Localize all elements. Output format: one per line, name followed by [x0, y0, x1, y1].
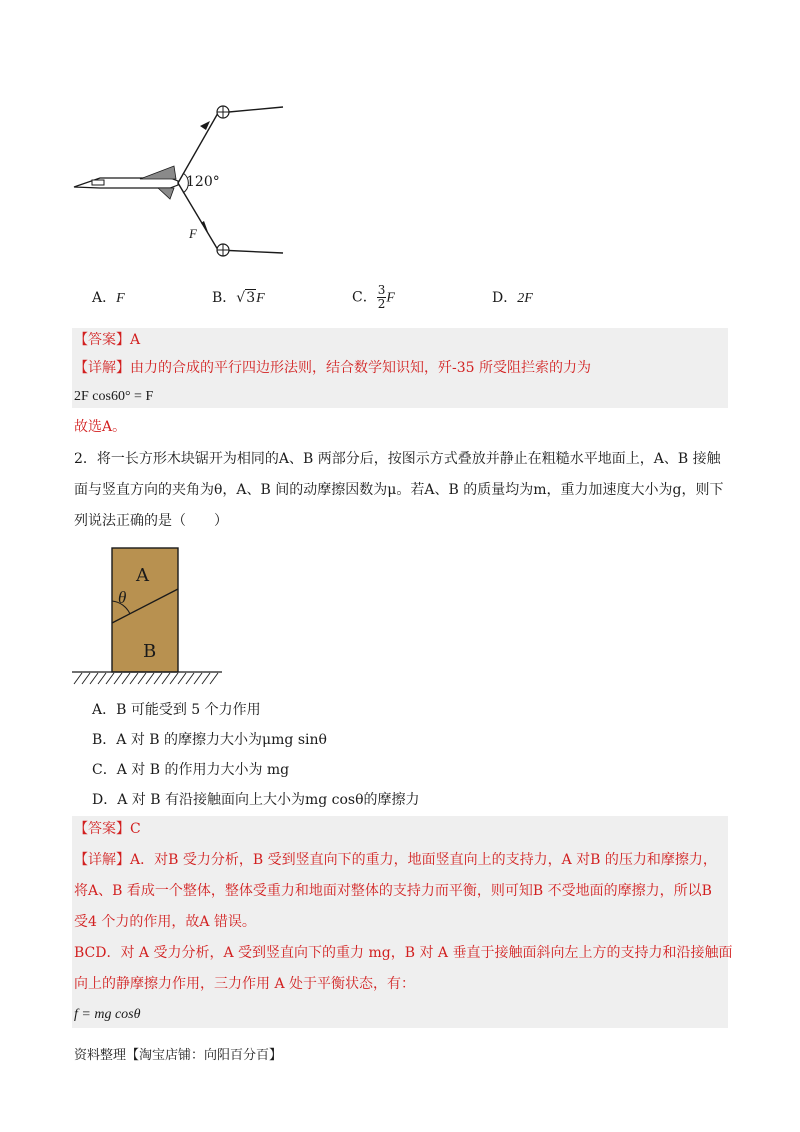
q1-option-b: [212, 288, 265, 309]
q2-option-d: D．A 对 B 有沿接触面向上大小为mg cosθ的摩擦力: [92, 792, 420, 808]
option-letter: B．: [212, 290, 237, 306]
option-letter: A．: [92, 290, 117, 306]
q1-option-c: [352, 284, 395, 311]
q2-stem-line1: 2．将一长方形木块锯开为相同的A、B 两部分后，按图示方式叠放并静止在粗糙水平地面上，A、B 接触: [74, 451, 721, 467]
q1-option-a: [92, 288, 125, 309]
sqrt-sign: √: [236, 290, 246, 306]
fraction-denominator: 2: [377, 297, 386, 311]
force-label: F: [189, 226, 197, 241]
q2-option-a: A．B 可能受到 5 个力作用: [92, 702, 261, 718]
block-b-label: B: [143, 641, 157, 662]
q2-formula: f = mg cosθ: [74, 1007, 141, 1022]
q2-detail-line1: 【详解】A．对B 受力分析，B 受到竖直向下的重力，地面竖直向上的支持力，A 对B 的压力和摩擦力，: [74, 852, 717, 868]
q2-detail-line4: BCD．对 A 受力分析，A 受到竖直向下的重力 mg，B 对 A 垂直于接触面斜向左上方的支持力和沿接触面: [74, 945, 733, 961]
option-value: 2F: [517, 291, 533, 306]
q1-conclusion: 故选A。: [74, 419, 127, 435]
option-letter: C．: [352, 289, 377, 306]
option-letter: D．: [492, 290, 518, 306]
q2-option-b: B．A 对 B 的摩擦力大小为μmg sinθ: [92, 732, 327, 748]
theta-label: θ: [118, 588, 127, 607]
block-a-label: A: [136, 565, 149, 586]
fraction-numerator: 3: [377, 283, 386, 297]
q2-stem-line2: 面与竖直方向的夹角为θ，A、B 间的动摩擦因数为μ。若A、B 的质量均为m，重力加速度大小为g，则下: [74, 482, 724, 498]
q1-option-d: [492, 288, 533, 309]
q1-detail-line: 【详解】由力的合成的平行四边形法则，结合数学知识知，歼-35 所受阻拦索的力为: [74, 360, 591, 376]
page-footer: 资料整理【淘宝店铺：向阳百分百】: [74, 1048, 283, 1063]
q1-answer-line: 【答案】A: [74, 332, 141, 348]
option-value: F: [256, 291, 265, 306]
angle-label: 120°: [186, 174, 220, 190]
q2-answer-line: 【答案】C: [74, 821, 141, 837]
q2-detail-line5: 向上的静摩擦力作用，三力作用 A 处于平衡状态，有：: [74, 976, 416, 992]
fraction: [377, 284, 387, 311]
q2-stem-line3: 列说法正确的是（ ）: [74, 513, 228, 529]
sqrt-radicand: 3: [246, 290, 256, 306]
q1-formula: 2F cos60° = F: [74, 389, 154, 404]
figure-aircraft-cables: [70, 95, 290, 265]
option-value: F: [386, 290, 395, 306]
q2-detail-line3: 受4 个力的作用，故A 错误。: [74, 914, 256, 930]
option-value: F: [116, 291, 125, 306]
q2-detail-line2: 将A、B 看成一个整体，整体受重力和地面对整体的支持力而平衡，则可知B 不受地面的摩擦力，所以B: [74, 883, 712, 899]
q2-option-c: C．A 对 B 的作用力大小为 mg: [92, 762, 290, 778]
